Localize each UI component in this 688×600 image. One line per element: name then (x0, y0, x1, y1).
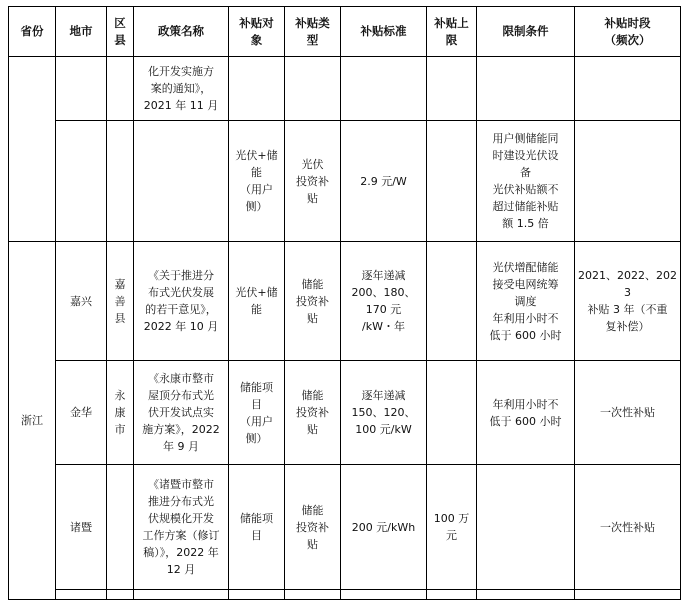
standard-cell: 逐年递减 150、120、 100 元/kW (341, 361, 427, 465)
cap-cell (427, 121, 477, 242)
period-cell: 2021、2022、2023 补贴 3 年（不重 复补偿） (575, 242, 681, 361)
conditions-cell: 用户侧储能同 时建设光伏设 备 光伏补贴额不 超过储能补贴 额 1.5 倍 (477, 121, 575, 242)
type-cell: 储能 投资补 贴 (285, 465, 341, 590)
policy-name-cell: 《关于推进分 布式光伏发展 的若干意见》， 2022 年 10 月 (134, 242, 229, 361)
policy-name-cell: 化开发实施方 案的通知》， 2021 年 11 月 (134, 57, 229, 121)
type-cell (285, 57, 341, 121)
type-cell: 光伏 投资补 贴 (285, 121, 341, 242)
standard-cell: 2.9 元/W (341, 121, 427, 242)
cap-cell (427, 242, 477, 361)
standard-cell (341, 57, 427, 121)
period-cell: 一次性补贴 (575, 465, 681, 590)
col-header-subsidy-type: 补贴类 型 (285, 7, 341, 57)
table-row-pv-storage (9, 121, 681, 242)
col-header-province: 省份 (9, 7, 56, 57)
target-cell: 储能项 目 (229, 465, 285, 590)
county-cell: 嘉 善 县 (107, 242, 134, 361)
period-cell (575, 57, 681, 121)
policy-name-cell: 《永康市整市 屋顶分布式光 伏开发试点实 施方案》，2022 年 9 月 (134, 361, 229, 465)
table-row-continued (9, 57, 681, 121)
conditions-cell (477, 465, 575, 590)
county-cell (107, 465, 134, 590)
city-cell: 诸暨 (56, 465, 107, 590)
type-cell: 储能 投资补 贴 (285, 242, 341, 361)
cap-cell: 100 万 元 (427, 465, 477, 590)
standard-cell: 逐年递减 200、180、 170 元 /kW・年 (341, 242, 427, 361)
cap-cell (427, 361, 477, 465)
city-cell (56, 121, 107, 242)
conditions-cell: 光伏增配储能 接受电网统筹 调度 年利用小时不 低于 600 小时 (477, 242, 575, 361)
table-row-zhuji (9, 465, 681, 590)
table-row-jiaxing (9, 242, 681, 361)
policy-name-cell: 《诸暨市整市 推进分布式光 伏规模化开发 工作方案（修订 稿）》，2022 年 12 月 (134, 465, 229, 590)
county-cell (107, 57, 134, 121)
col-header-policy-name: 政策名称 (134, 7, 229, 57)
cap-cell (427, 57, 477, 121)
col-header-period: 补贴时段 （频次） (575, 7, 681, 57)
target-cell (229, 57, 285, 121)
city-cell: 嘉兴 (56, 242, 107, 361)
table-row-jinhua (9, 361, 681, 465)
conditions-cell (477, 57, 575, 121)
target-cell: 光伏+储 能 (229, 242, 285, 361)
period-cell: 一次性补贴 (575, 361, 681, 465)
target-cell: 光伏+储 能 （用户 侧） (229, 121, 285, 242)
target-cell: 储能项 目 （用户 侧） (229, 361, 285, 465)
type-cell: 储能 投资补 贴 (285, 361, 341, 465)
period-cell (575, 121, 681, 242)
city-cell (56, 57, 107, 121)
subsidy-policy-table (8, 6, 681, 600)
province-cell-zhejiang: 浙江 (9, 242, 56, 600)
province-cell-empty (9, 57, 56, 242)
col-header-city: 地市 (56, 7, 107, 57)
conditions-cell: 年利用小时不 低于 600 小时 (477, 361, 575, 465)
col-header-county: 区 县 (107, 7, 134, 57)
city-cell: 金华 (56, 361, 107, 465)
standard-cell: 200 元/kWh (341, 465, 427, 590)
col-header-subsidy-standard: 补贴标准 (341, 7, 427, 57)
col-header-conditions: 限制条件 (477, 7, 575, 57)
header-row (9, 7, 681, 57)
col-header-subsidy-target: 补贴对 象 (229, 7, 285, 57)
policy-name-cell (134, 121, 229, 242)
col-header-subsidy-cap: 补贴上 限 (427, 7, 477, 57)
county-cell: 永 康 市 (107, 361, 134, 465)
county-cell (107, 121, 134, 242)
